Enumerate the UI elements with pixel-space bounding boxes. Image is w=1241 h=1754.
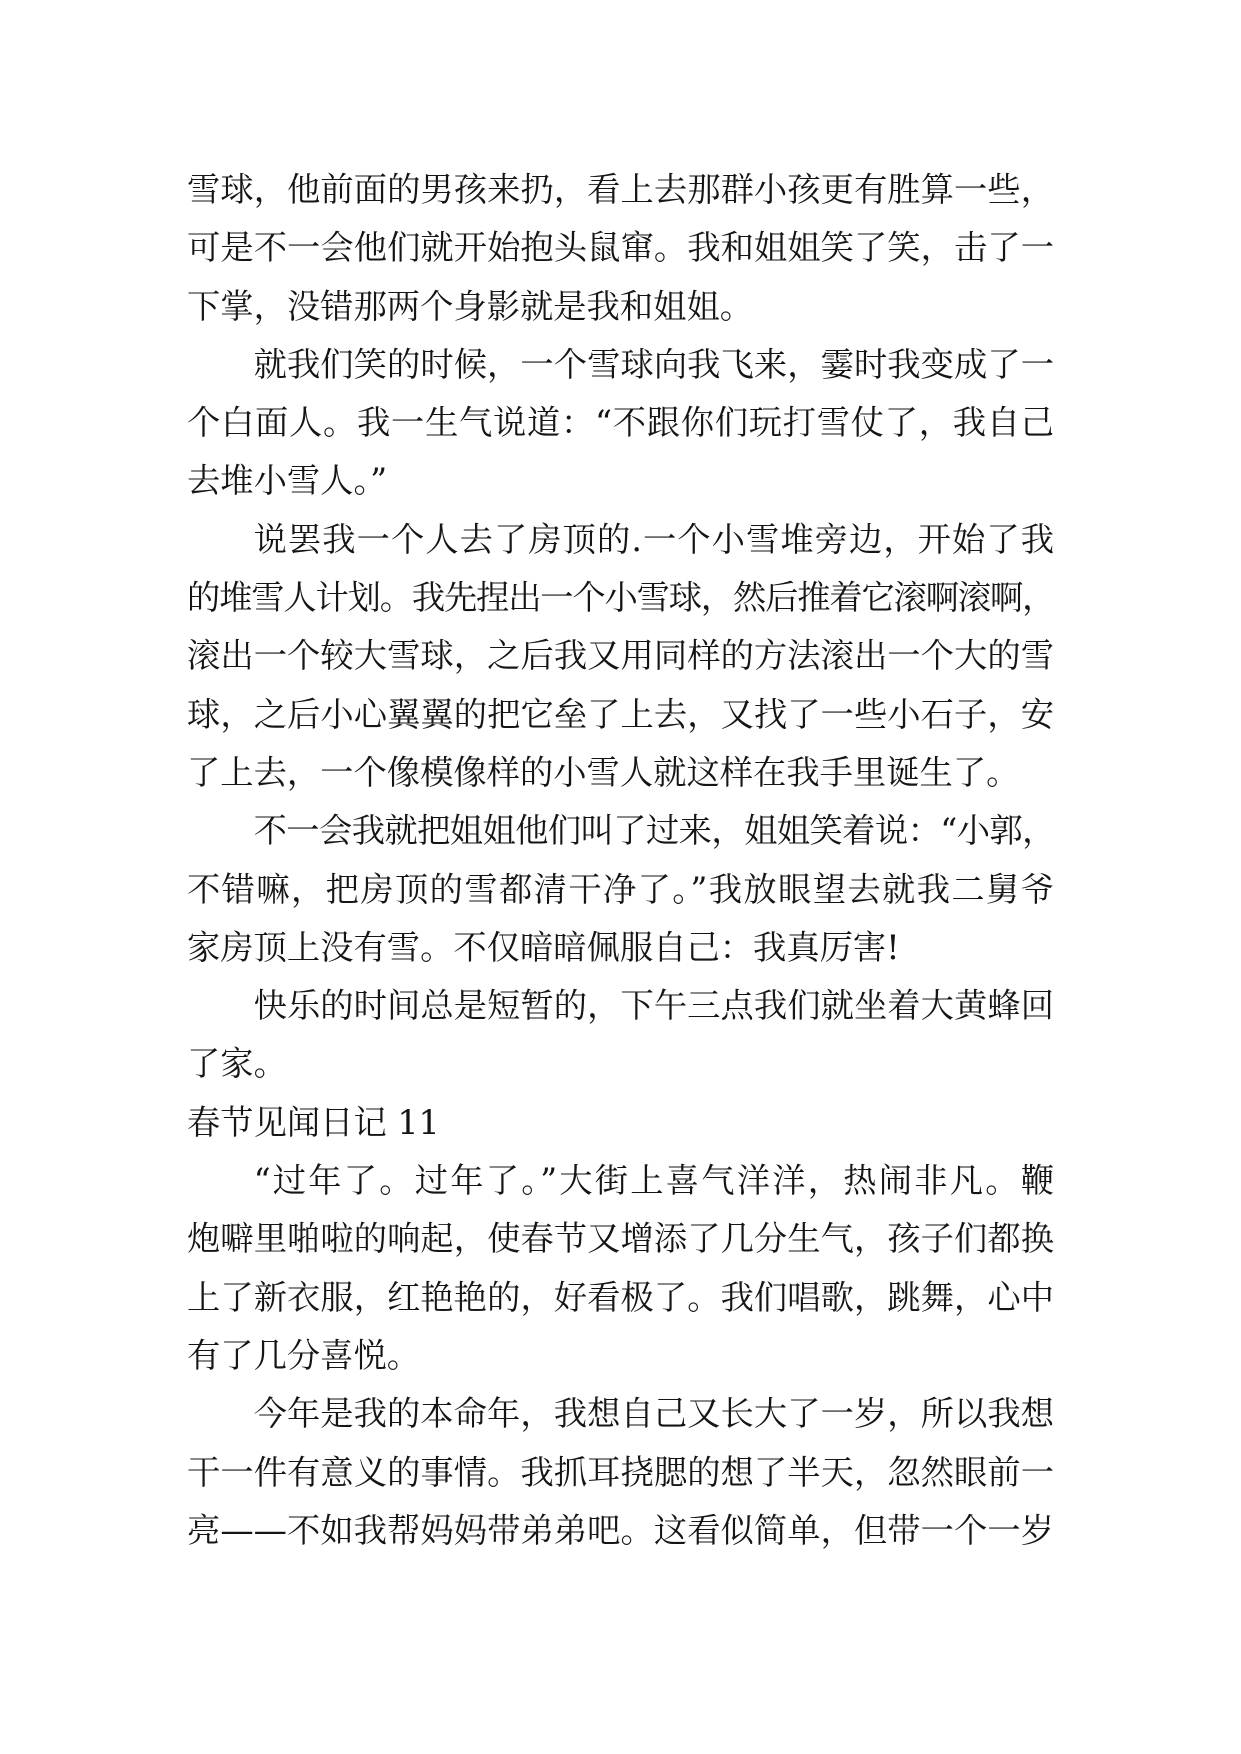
paragraph-line: 家房顶上没有雪。不仅暗暗佩服自己：我真厉害! xyxy=(187,927,900,967)
paragraph-line: 炮噼里啪啦的响起，使春节又增添了几分生气，孩子们都换 xyxy=(187,1219,1054,1259)
paragraph-line: 有了几分喜悦。 xyxy=(187,1335,421,1375)
paragraph-line: 滚出一个较大雪球，之后我又用同样的方法滚出一个大的雪 xyxy=(187,636,1054,676)
paragraph xyxy=(187,1152,1054,1385)
paragraph-line: 不一会我就把姐姐他们叫了过来，姐姐笑着说：“小郭， xyxy=(253,811,1054,851)
paragraph xyxy=(187,161,1054,336)
paragraph-line: “过年了。过年了。”大街上喜气洋洋，热闹非凡。鞭 xyxy=(253,1161,1054,1201)
paragraph-line: 的堆雪人计划。我先捏出一个小雪球，然后推着它滚啊滚啊， xyxy=(187,578,1054,618)
paragraph-line: 亮——不如我帮妈妈带弟弟吧。这看似简单，但带一个一岁 xyxy=(187,1510,1054,1550)
paragraph-line: 了家。 xyxy=(187,1044,287,1084)
paragraph-line: 今年是我的本命年，我想自己又长大了一岁，所以我想 xyxy=(253,1394,1054,1434)
paragraph-line: 上了新衣服，红艳艳的，好看极了。我们唱歌，跳舞，心中 xyxy=(187,1277,1054,1317)
paragraph-line: 个白面人。我一生气说道：“不跟你们玩打雪仗了，我自己 xyxy=(187,403,1054,443)
paragraph-line: 不错嘛，把房顶的雪都清干净了。”我放眼望去就我二舅爷 xyxy=(187,869,1054,909)
paragraph-line: 就我们笑的时候，一个雪球向我飞来，霎时我变成了一 xyxy=(253,344,1054,384)
document-body xyxy=(187,161,1054,1560)
paragraph xyxy=(187,336,1054,511)
paragraph xyxy=(187,1385,1054,1560)
paragraph xyxy=(187,802,1054,977)
paragraph-line: 下掌，没错那两个身影就是我和姐姐。 xyxy=(187,286,754,326)
paragraph-line: 快乐的时间总是短暂的，下午三点我们就坐着大黄蜂回 xyxy=(253,986,1054,1026)
paragraph-line: 去堆小雪人。” xyxy=(187,461,388,501)
paragraph-line: 干一件有意义的事情。我抓耳挠腮的想了半天，忽然眼前一 xyxy=(187,1452,1054,1492)
paragraph-line: 了上去，一个像模像样的小雪人就这样在我手里诞生了。 xyxy=(187,752,1020,792)
paragraph xyxy=(187,511,1054,802)
paragraph-line: 说罢我一个人去了房顶的.一个小雪堆旁边，开始了我 xyxy=(253,519,1054,559)
paragraph xyxy=(187,977,1054,1094)
section-heading: 春节见闻日记 11 xyxy=(187,1102,440,1142)
paragraph-line: 可是不一会他们就开始抱头鼠窜。我和姐姐笑了笑，击了一 xyxy=(187,228,1054,268)
paragraph-line: 雪球，他前面的男孩来扔，看上去那群小孩更有胜算一些， xyxy=(187,170,1054,209)
paragraph-line: 球，之后小心翼翼的把它垒了上去，又找了一些小石子，安 xyxy=(187,694,1054,734)
